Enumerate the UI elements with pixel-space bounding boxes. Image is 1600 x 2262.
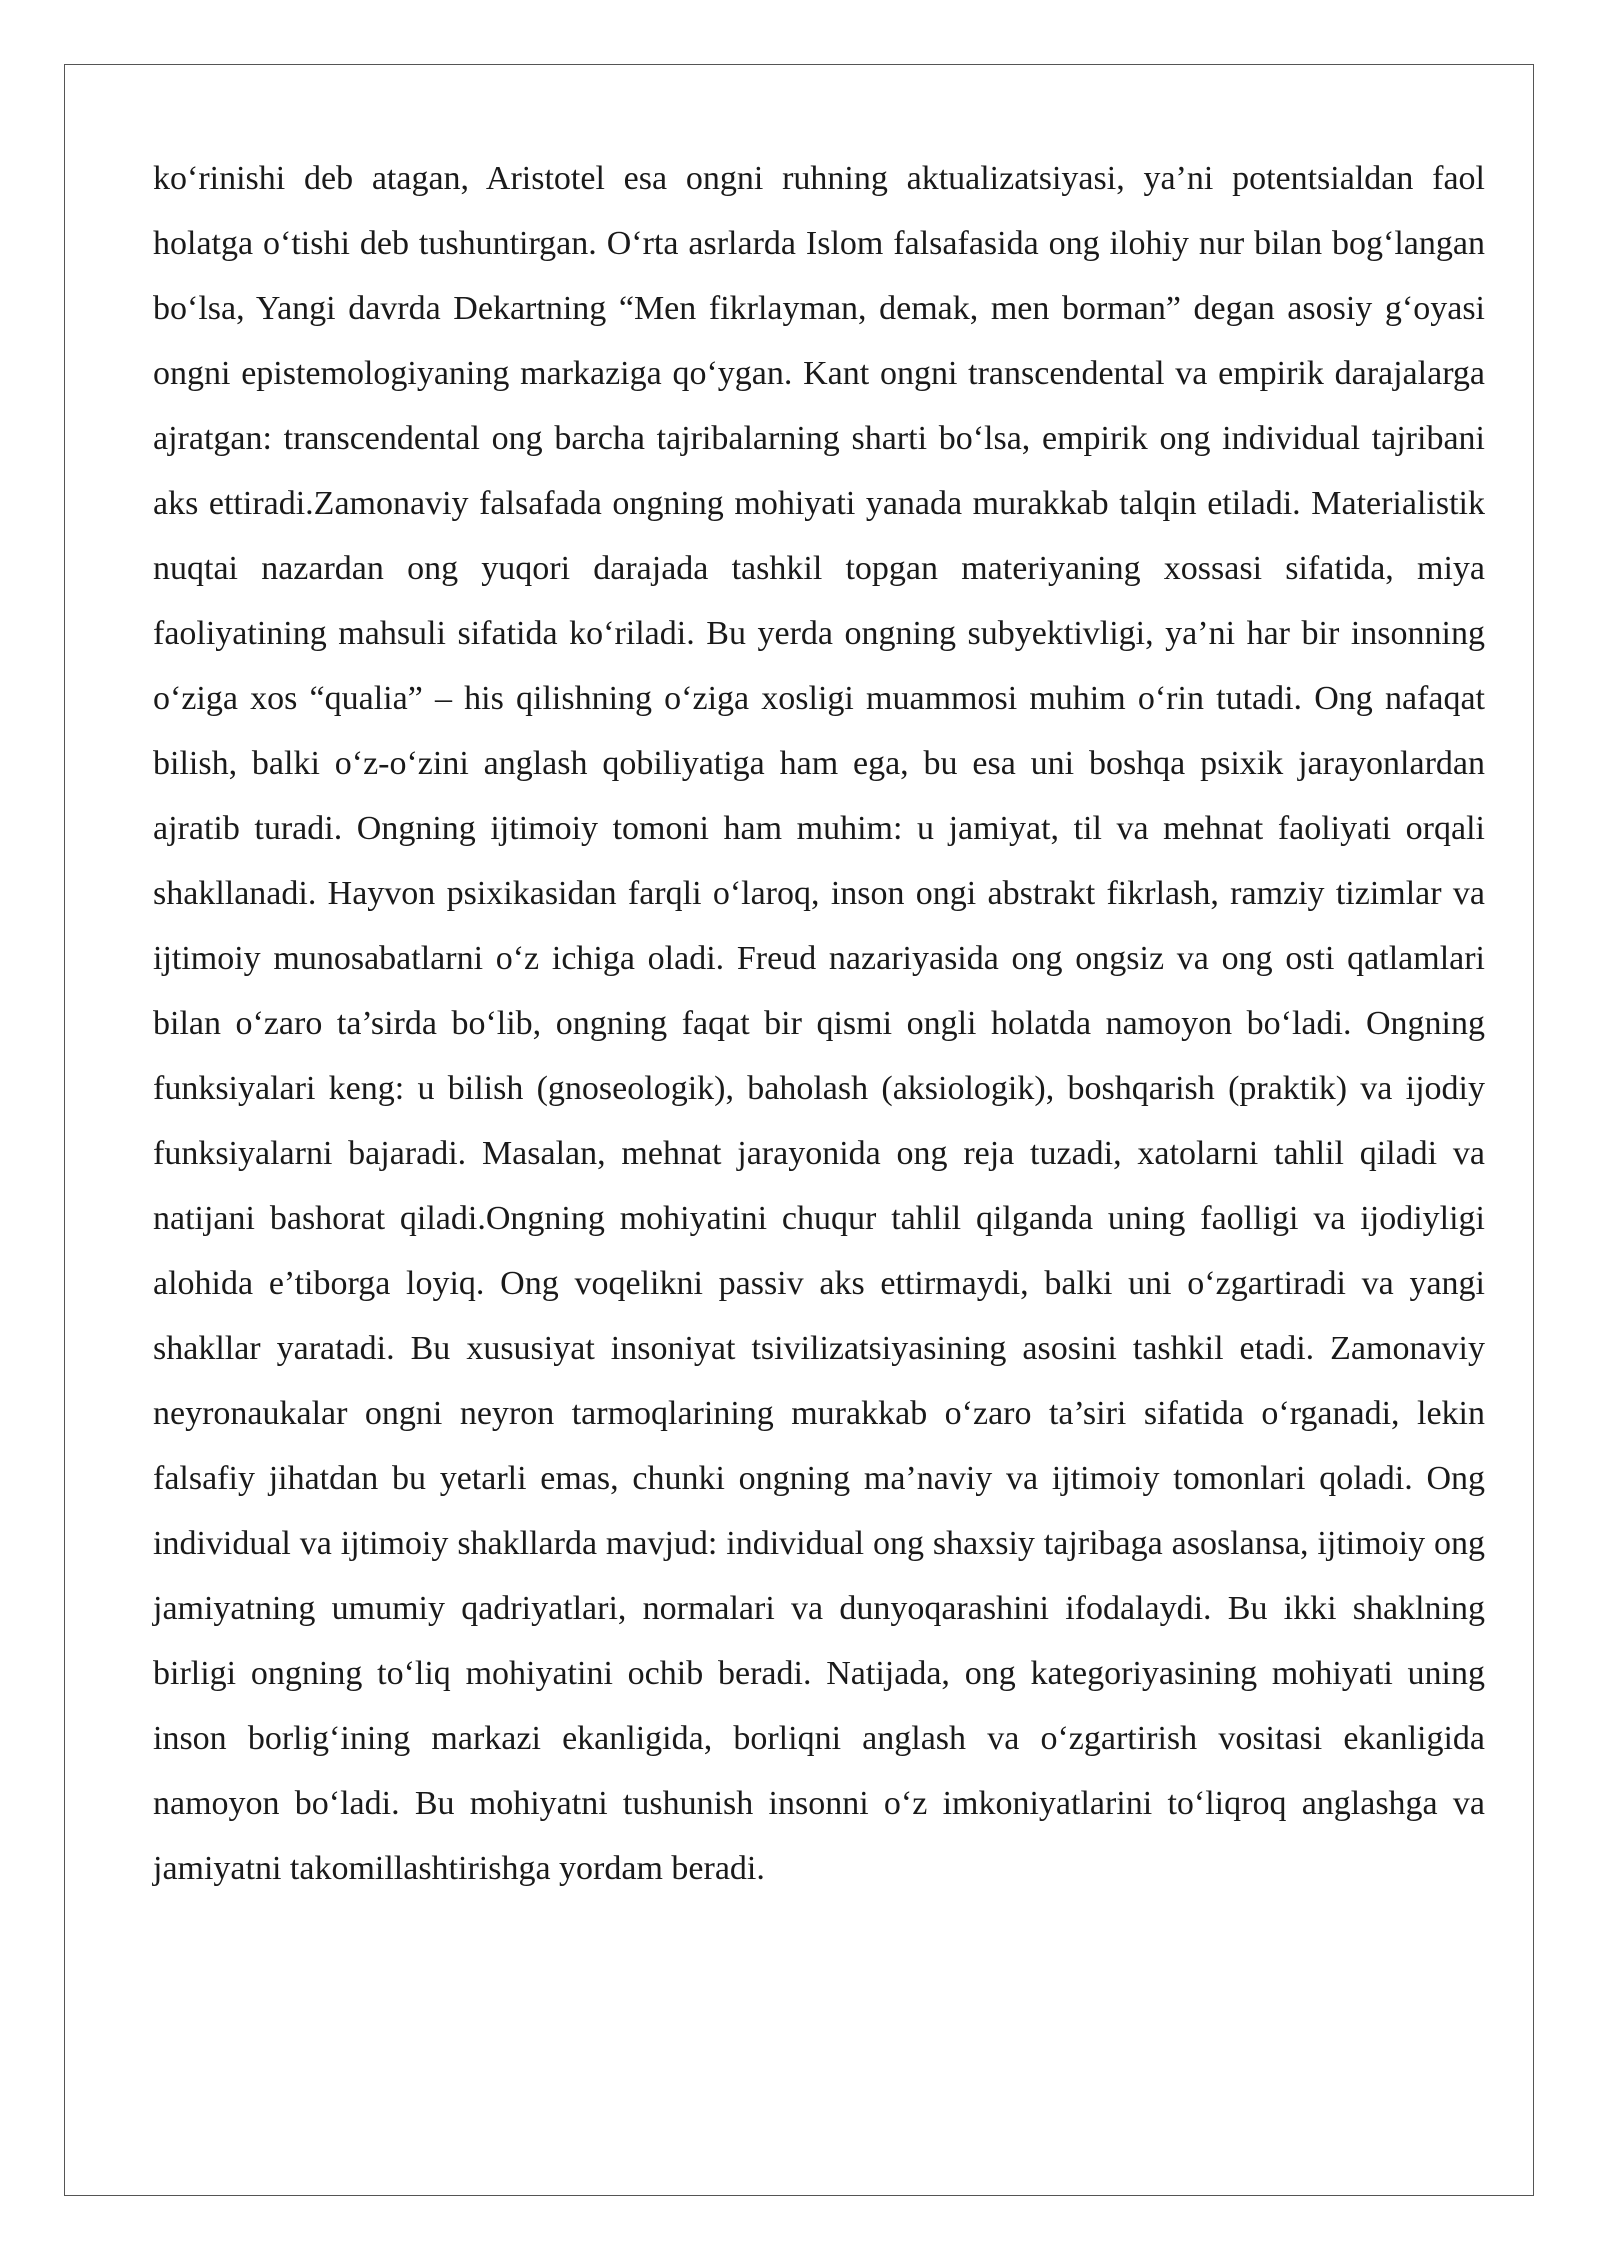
body-paragraph: ko‘rinishi deb atagan, Aristotel esa ongni ruhning aktualizatsiyasi, ya’ni potentsialdan faol holatga o‘tishi deb tushuntirgan. O‘rta asrlarda Islom falsafasida ong ilohiy nur bilan bog‘langan bo‘lsa, Yangi davrda Dekartning “Men fikrlayman, demak, men borman” degan asosiy g‘oyasi ongni epistemologiyaning markaziga qo‘ygan. Kant ongni transcendental va empirik darajalarga ajratgan: transcendental ong barcha tajribalarning sharti bo‘lsa, empirik ong individual tajribani aks ettiradi.Zamonaviy falsafada ongning mohiyati yanada murakkab talqin etiladi. Materialistik nuqtai nazardan ong yuqori darajada tashkil topgan materiyaning xossasi sifatida, miya faoliyatining mahsuli sifatida ko‘riladi. Bu yerda ongning subyektivligi, ya’ni har bir insonning o‘ziga xos “qualia” – his qilishning o‘ziga xosligi muammosi muhim o‘rin tutadi. Ong nafaqat bilish, balki o‘z-o‘zini anglash qobiliyatiga ham ega, bu esa uni boshqa psixik jarayonlardan ajratib turadi. Ongning ijtimoiy tomoni ham muhim: u jamiyat, til va mehnat faoliyati orqali shakllanadi. Hayvon psixikasidan farqli o‘laroq, inson ongi abstrakt fikrlash, ramziy tizimlar va ijtimoiy munosabatlarni o‘z ichiga oladi. Freud nazariyasida ong ongsiz va ong osti qatlamlari bilan o‘zaro ta’sirda bo‘lib, ongning faqat bir qismi ongli holatda namoyon bo‘ladi. Ongning funksiyalari keng: u bilish (gnoseologik), baholash (aksiologik), boshqarish (praktik) va ijodiy funksiyalarni bajaradi. Masalan, mehnat jarayonida ong reja tuzadi, xatolarni tahlil qiladi va natijani bashorat qiladi.Ongning mohiyatini chuqur tahlil qilganda uning faolligi va ijodiyligi alohida e’tiborga loyiq. Ong voqelikni passiv aks ettirmaydi, balki uni o‘zgartiradi va yangi shakllar yaratadi. Bu xususiyat insoniyat tsivilizatsiyasining asosini tashkil etadi. Zamonaviy neyronaukalar ongni neyron tarmoqlarining murakkab o‘zaro ta’siri sifatida o‘rganadi, lekin falsafiy jihatdan bu yetarli emas, chunki ongning ma’naviy va ijtimoiy tomonlari qoladi. Ong individual va ijtimoiy shakllarda mavjud: individual ong shaxsiy tajribaga asoslansa, ijtimoiy ong jamiyatning umumiy qadriyatlari, normalari va dunyoqarashini ifodalaydi. Bu ikki shaklning birligi ongning to‘liq mohiyatini ochib beradi. Natijada, ong kategoriyasining mohiyati uning inson borlig‘ining markazi ekanligida, borliqni anglash va o‘zgartirish vositasi ekanligida namoyon bo‘ladi. Bu mohiyatni tushunish insonni o‘z imkoniyatlarini to‘liqroq anglashga va jamiyatni takomillashtirishga yordam beradi. — [153, 160, 1485, 1887]
